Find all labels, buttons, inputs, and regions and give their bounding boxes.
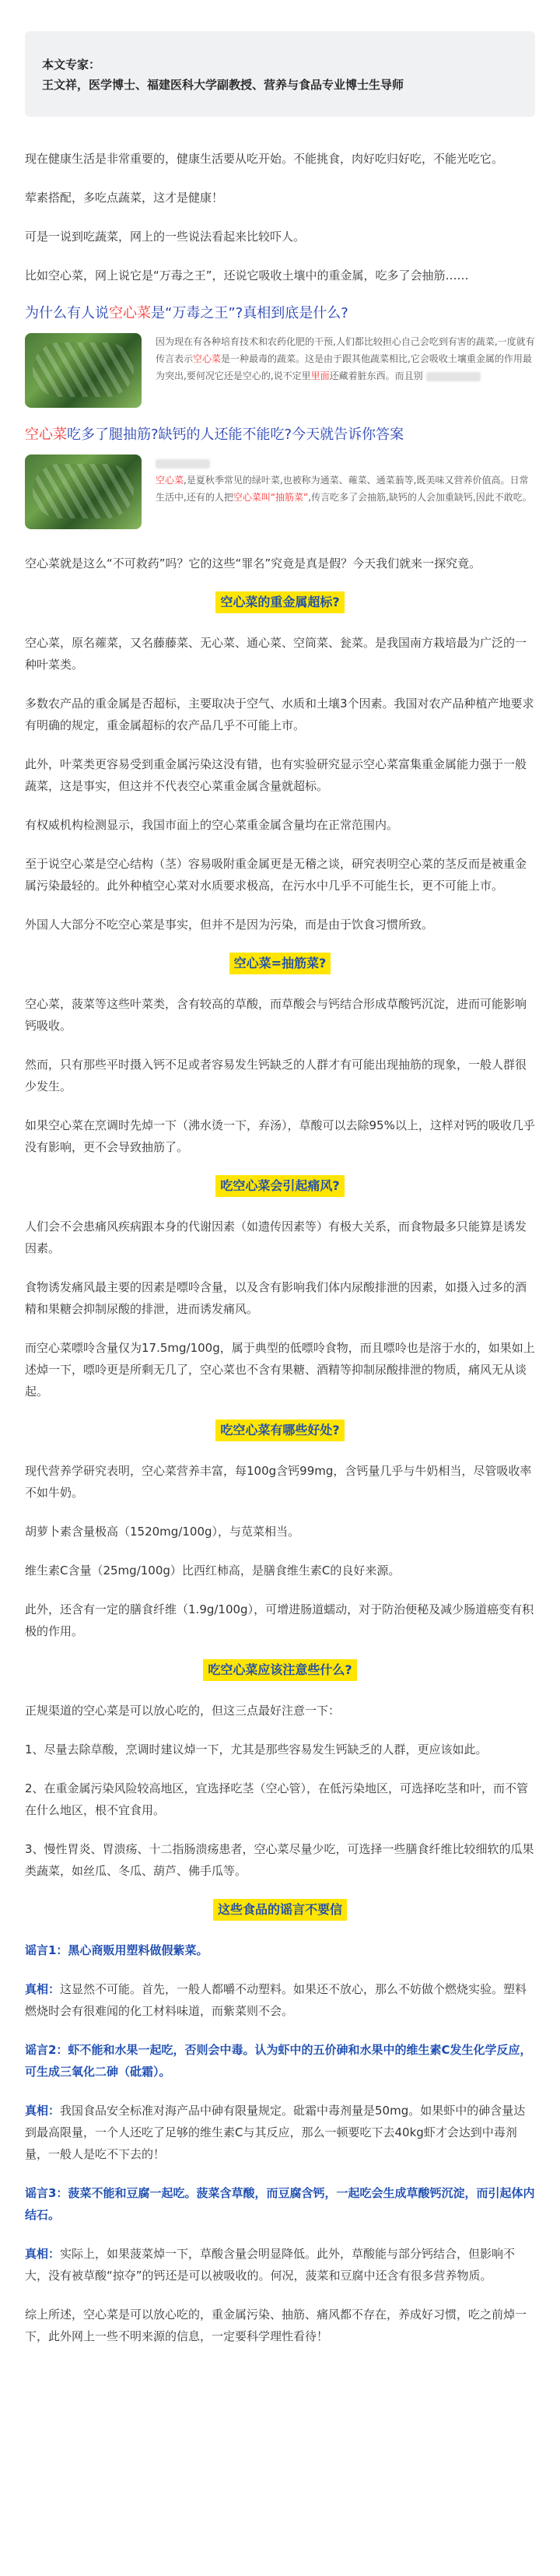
search-result-snippet: 因为现在有各种培育技术和农药化肥的干预,人们都比较担心自己会吃到有害的蔬菜,一度就有传言表示空心菜是一种最毒的蔬菜。这是由于跟其他蔬菜相比,它会吸收土壤重金属的作用最为突出,要何况它还是空心的,说不定里里面还藏着脏东西。而且别 (156, 336, 535, 381)
section-paragraph: 1、尽量去除草酸，烹调时建议焯一下，尤其是那些容易发生钙缺乏的人群，更应该如此。 (25, 1742, 488, 1757)
search-result (25, 425, 535, 529)
search-result (25, 304, 535, 408)
rumor-statement: 谣言2：虾不能和水果一起吃，否则会中毒。认为虾中的五价砷和水果中的维生素C发生化学反应，可生成三氧化二砷（砒霜）。 (25, 2043, 532, 2079)
section-paragraph: 人们会不会患痛风疾病跟本身的代谢因素（如遗传因素等）有极大关系，而食物最多只能算是诱发因素。 (25, 1220, 527, 1255)
section-title: 空心菜的重金属超标? (215, 591, 344, 613)
expert-credentials: 王文祥，医学博士、福建医科大学副教授、营养与食品专业博士生导师 (42, 78, 404, 92)
truth-paragraph: 真相：实际上，如果菠菜焯一下，草酸含量会明显降低。此外，草酸能与部分钙结合，但影响不大，没有被草酸“掠夺”的钙还是可以被吸收的。何况，菠菜和豆腐中还含有很多营养物质。 (25, 2247, 516, 2283)
section-paragraph: 有权威机构检测显示，我国市面上的空心菜重金属含量均在正常范围内。 (25, 818, 399, 832)
question-paragraph: 空心菜就是这么“不可救药”吗？它的这些“罪名”究竟是真是假？今天我们就来一探究竟。 (25, 556, 481, 570)
blurred-text (426, 372, 481, 381)
section-paragraph: 外国人大部分不吃空心菜是事实，但并不是因为污染，而是由于饮食习惯所致。 (25, 918, 434, 932)
section-paragraph: 多数农产品的重金属是否超标，主要取决于空气、水质和土壤3个因素。我国对农产品种植产地要求有明确的规定，重金属超标的农产品几乎不可能上市。 (25, 697, 534, 732)
section-paragraph: 正规渠道的空心菜是可以放心吃的，但这三点最好注意一下： (25, 1704, 341, 1718)
section-paragraph: 此外，叶菜类更容易受到重金属污染这没有错，也有实验研究显示空心菜富集重金属能力强于一般蔬菜，这是事实，但这并不代表空心菜重金属含量就超标。 (25, 757, 527, 793)
conclusion-paragraph: 综上所述，空心菜是可以放心吃的，重金属污染、抽筋、痛风都不存在，养成好习惯，吃之前焯一下，此外网上一些不明来源的信息，一定要科学理性看待！ (25, 2308, 527, 2343)
section-paragraph: 胡萝卜素含量极高（1520mg/100g），与苋菜相当。 (25, 1525, 300, 1539)
rumor-statement: 谣言3：菠菜不能和豆腐一起吃。菠菜含草酸，而豆腐含钙，一起吃会生成草酸钙沉淀，而引起体内结石。 (25, 2186, 535, 2222)
intro-paragraph: 比如空心菜，网上说它是“万毒之王”，还说它吸收土壤中的重金属，吃多了会抽筋…… (25, 268, 469, 283)
search-result-snippet: 空心菜,是夏秋季常见的绿叶菜,也被称为通菜、蕹菜、通菜蓊等,既美味又营养价值高。日常生活中,还有的人把空心菜叫“抽筋菜”,传言吃多了会抽筋,缺钙的人会加重缺钙,因此不敢吃。 (156, 454, 535, 529)
section-paragraph: 食物诱发痛风最主要的因素是嘌呤含量，以及含有影响我们体内尿酸排泄的因素，如摄入过多的酒精和果糖会抑制尿酸的排泄，进而诱发痛风。 (25, 1280, 527, 1316)
intro-paragraph: 荤素搭配，多吃点蔬菜，这才是健康！ (25, 191, 224, 205)
truth-paragraph: 真相：我国食品安全标准对海产品中砷有限量规定。砒霜中毒剂量是50mg。如果虾中的砷含量达到最高限量，一个人还吃了足够的维生素C与其反应，那么一顿要吃下去40kg虾才会达到中毒剂量，一般人是吃不下去的！ (25, 2104, 526, 2161)
search-results-screenshot (25, 304, 535, 529)
section-paragraph: 而空心菜嘌呤含量仅为17.5mg/100g，属于典型的低嘌呤食物，而且嘌呤也是溶于水的，如果如上述焯一下，嘌呤更是所剩无几了，空心菜也不含有果糖、酒精等抑制尿酸排泄的物质，痛风无从谈起。 (25, 1341, 535, 1399)
section-title: 这些食品的谣言不要信 (213, 1899, 347, 1921)
truth-paragraph: 真相：这显然不可能。首先，一般人都嚼不动塑料。如果还不放心，那么不妨做个燃烧实验。塑料燃烧时会有很难闻的化工材料味道，而紫菜则不会。 (25, 1982, 527, 2018)
section-paragraph: 现代营养学研究表明，空心菜营养丰富，每100g含钙99mg，含钙量几乎与牛奶相当，尽管吸收率不如牛奶。 (25, 1464, 532, 1500)
section-title: 吃空心菜应该注意些什么? (203, 1659, 356, 1681)
section-paragraph: 2、在重金属污染风险较高地区，宜选择吃茎（空心管），在低污染地区，可选择吃茎和叶，而不管在什么地区，根不宜食用。 (25, 1781, 529, 1817)
expert-info-box (25, 31, 535, 117)
intro-paragraph: 现在健康生活是非常重要的，健康生活要从吃开始。不能挑食，肉好吃归好吃，不能光吃它。 (25, 152, 504, 166)
section-paragraph: 此外，还含有一定的膳食纤维（1.9g/100g），可增进肠道蠕动，对于防治便秘及减少肠道癌变有积极的作用。 (25, 1602, 534, 1638)
rumor-statement: 谣言1：黑心商贩用塑料做假紫菜。 (25, 1943, 208, 1957)
section-paragraph: 如果空心菜在烹调时先焯一下（沸水烫一下，弃汤），草酸可以去除95%以上，这样对钙的吸收几乎没有影响，更不会导致抽筋了。 (25, 1118, 535, 1154)
water-spinach-thumbnail (25, 333, 142, 408)
blurred-text (156, 459, 210, 469)
section-paragraph: 空心菜，原名蕹菜，又名藤藤菜、无心菜、通心菜、空筒菜、瓮菜。是我国南方栽培最为广泛的一种叶菜类。 (25, 636, 527, 672)
search-result-title[interactable]: 为什么有人说空心菜是“万毒之王”?真相到底是什么? (25, 305, 348, 321)
intro-paragraph: 可是一说到吃蔬菜，网上的一些说法看起来比较吓人。 (25, 230, 306, 244)
section-paragraph: 然而，只有那些平时摄入钙不足或者容易发生钙缺乏的人群才有可能出现抽筋的现象，一般人群很少发生。 (25, 1058, 527, 1093)
section-paragraph: 维生素C含量（25mg/100g）比西红柿高，是膳食维生素C的良好来源。 (25, 1563, 401, 1578)
expert-label: 本文专家： (42, 58, 101, 72)
section-paragraph: 空心菜，菠菜等这些叶菜类，含有较高的草酸，而草酸会与钙结合形成草酸钙沉淀，进而可能影响钙吸收。 (25, 997, 527, 1033)
water-spinach-thumbnail (25, 454, 142, 529)
section-paragraph: 至于说空心菜是空心结构（茎）容易吸附重金属更是无稽之谈，研究表明空心菜的茎反而是被重金属污染最轻的。此外种植空心菜对水质要求极高，在污水中几乎不可能生长，更不可能上市。 (25, 857, 527, 893)
search-result-title[interactable]: 空心菜吃多了腿抽筋?缺钙的人还能不能吃?今天就告诉你答案 (25, 426, 404, 443)
section-title: 吃空心菜有哪些好处? (215, 1420, 344, 1441)
section-title: 空心菜=抽筋菜? (229, 953, 331, 974)
section-title: 吃空心菜会引起痛风? (215, 1175, 344, 1197)
section-paragraph: 3、慢性胃炎、胃溃疡、十二指肠溃疡患者，空心菜尽量少吃，可选择一些膳食纤维比较细软的瓜果类蔬菜，如丝瓜、冬瓜、葫芦、佛手瓜等。 (25, 1842, 534, 1878)
